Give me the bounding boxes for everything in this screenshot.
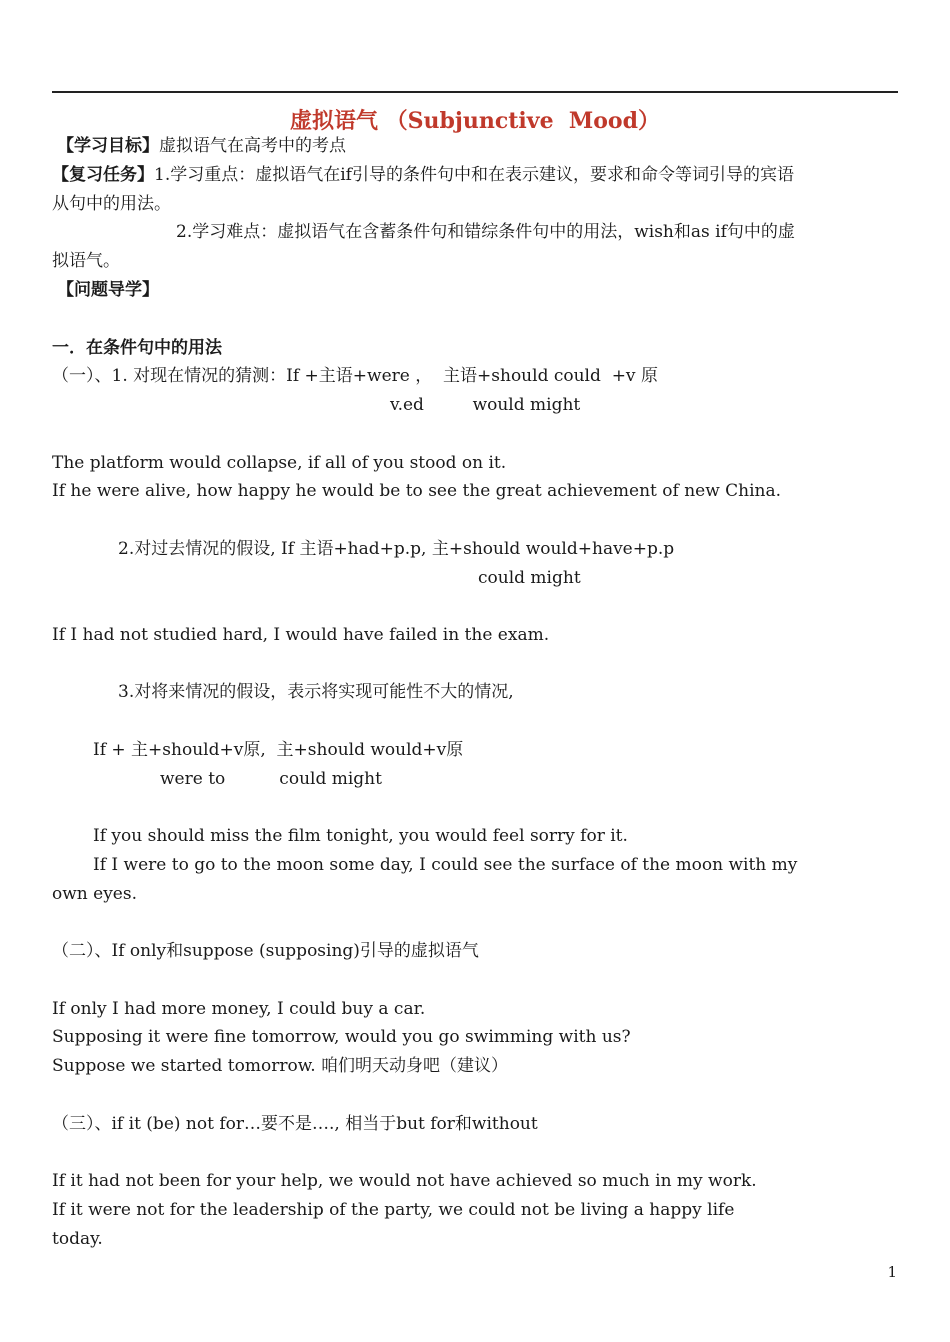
objective-tag: 【学习目标】 xyxy=(57,136,159,156)
example-10-line-1: If it were not for the leadership of the party, we could not be living a happy life xyxy=(52,1200,735,1220)
subsection-3-heading: （三）、if it (be) not for…要不是…., 相当于but for和without xyxy=(52,1114,538,1134)
formula-3-line-2: were to could might xyxy=(160,769,382,789)
example-7: Supposing it were fine tomorrow, would you go swimming with us? xyxy=(52,1027,631,1047)
example-5-line-1: If I were to go to the moon some day, I could see the surface of the moon with my xyxy=(93,855,798,875)
formula-2-line-2: could might xyxy=(478,568,581,588)
formula-3-line-1: If + 主+should+v原, 主+should would+v原 xyxy=(93,740,464,760)
review-tag: 【复习任务】 xyxy=(52,165,154,185)
formula-2-line-1: 2.对过去情况的假设, If 主语+had+p.p, 主+should would+have+p.p xyxy=(118,539,675,559)
example-1: The platform would collapse, if all of you stood on it. xyxy=(52,453,507,473)
example-4: If you should miss the film tonight, you would feel sorry for it. xyxy=(93,826,628,846)
example-8: Suppose we started tomorrow. 咱们明天动身吧（建议） xyxy=(52,1056,509,1076)
guide-heading: 【问题导学】 xyxy=(57,280,159,300)
example-10-line-2: today. xyxy=(52,1229,103,1249)
formula-3-heading: 3.对将来情况的假设，表示将实现可能性不大的情况, xyxy=(118,682,514,702)
formula-1-line-1: （一）、1. 对现在情况的猜测：If +主语+were ， 主语+should could +v 原 xyxy=(52,366,658,386)
review-line-2: 从句中的用法。 xyxy=(52,194,171,214)
formula-1-line-2: v.ed would might xyxy=(390,395,581,415)
example-2: If he were alive, how happy he would be to see the great achievement of new China. xyxy=(52,481,782,501)
section-1-heading: 一．在条件句中的用法 xyxy=(52,338,222,358)
subsection-2-heading: （二）、If only和suppose (supposing)引导的虚拟语气 xyxy=(52,941,479,961)
review-line-1 xyxy=(52,164,794,186)
objective-line xyxy=(57,135,346,157)
page-title: 虚拟语气 （Subjunctive Mood） xyxy=(290,108,660,134)
objective-text: 虚拟语气在高考中的考点 xyxy=(159,136,346,156)
example-9: If it had not been for your help, we would not have achieved so much in my work. xyxy=(52,1171,757,1191)
review-text-1: 1.学习重点：虚拟语气在if引导的条件句中和在表示建议，要求和命令等词引导的宾语 xyxy=(154,165,794,185)
page-number: 1 xyxy=(887,1263,897,1281)
review-line-4: 拟语气。 xyxy=(52,251,120,271)
header-rule xyxy=(52,91,898,93)
example-3: If I had not studied hard, I would have failed in the exam. xyxy=(52,625,550,645)
example-5-line-2: own eyes. xyxy=(52,884,137,904)
review-line-3: 2.学习难点：虚拟语气在含蓄条件句和错综条件句中的用法，wish和as if句中的虚 xyxy=(176,222,795,242)
example-6: If only I had more money, I could buy a car. xyxy=(52,999,426,1019)
